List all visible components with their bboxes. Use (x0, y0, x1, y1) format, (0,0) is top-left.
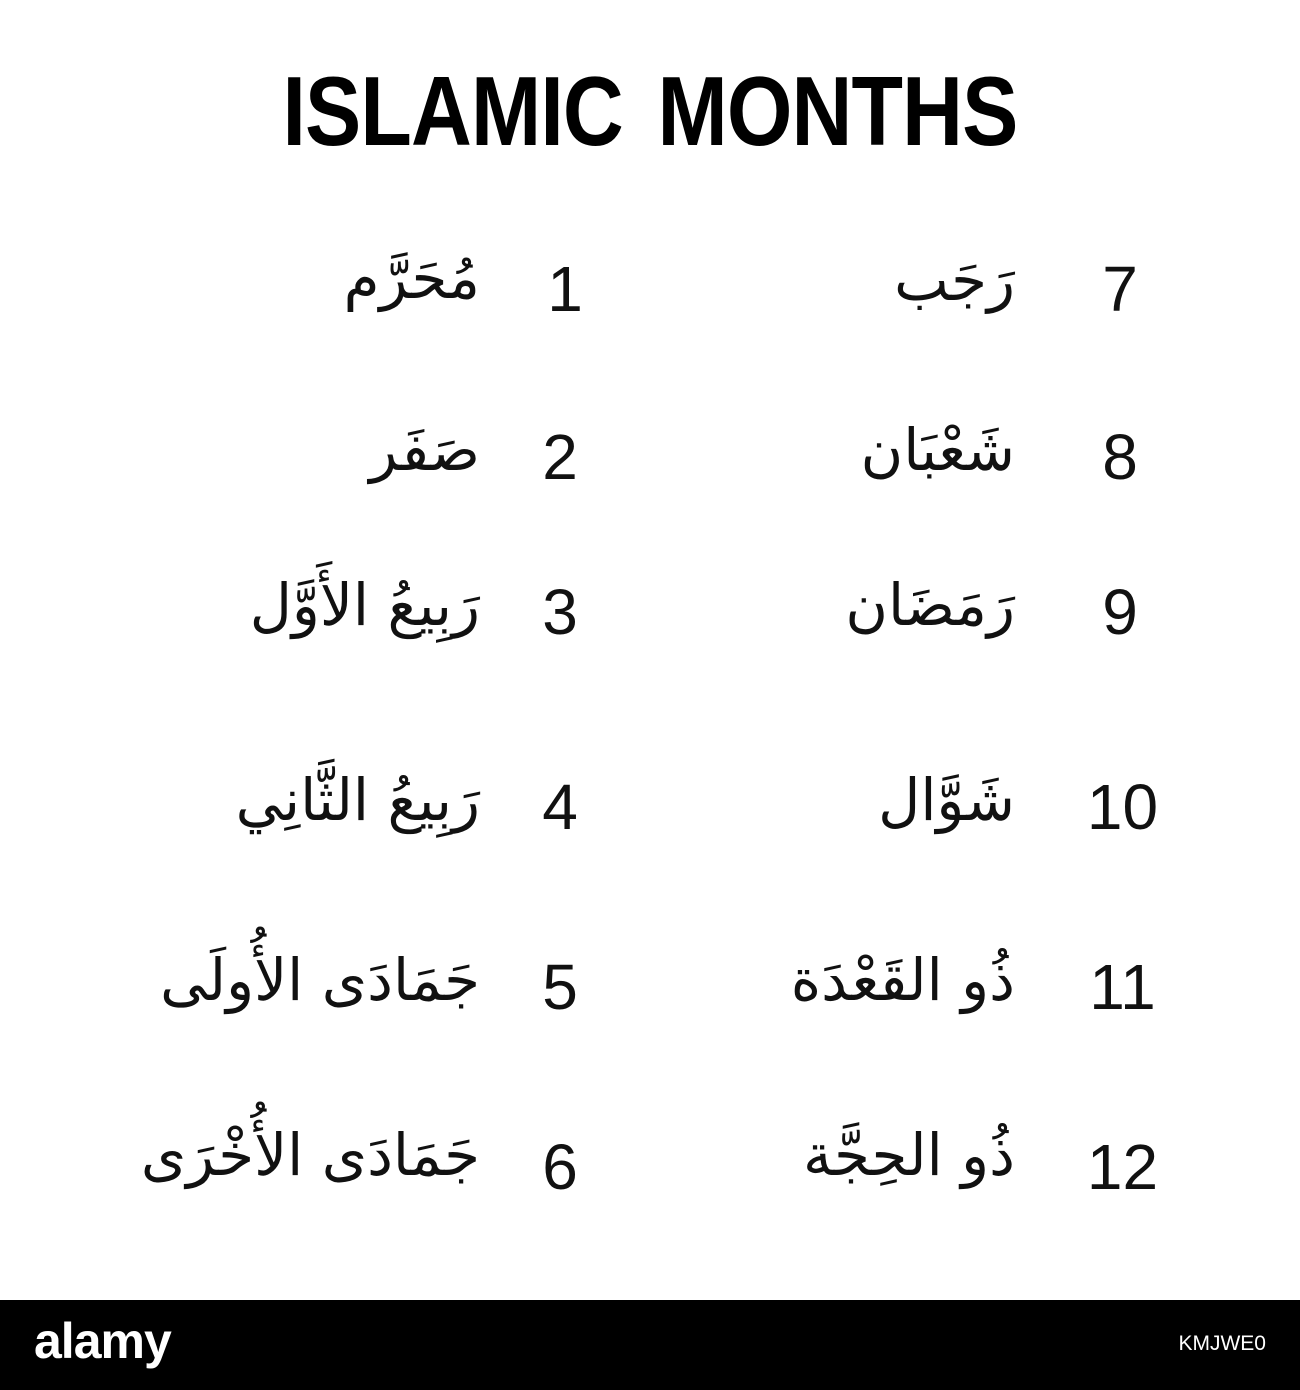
alamy-logo: alamy (34, 1313, 171, 1369)
month-3-number: 3 (542, 576, 578, 648)
month-4-number: 4 (542, 771, 578, 843)
month-1-arabic: مُحَرَّم (343, 244, 480, 312)
month-1-number: 1 (547, 253, 583, 325)
month-7-arabic: رَجَب (894, 246, 1015, 314)
month-7-number: 7 (1102, 253, 1138, 325)
month-9-arabic: رَمَضَان (845, 571, 1015, 639)
month-9-number: 9 (1102, 576, 1138, 648)
month-12-number: 12 (1086, 1131, 1159, 1203)
month-6-arabic: جَمَادَى الأُخْرَى (140, 1121, 480, 1189)
month-8-arabic: شَعْبَان (860, 416, 1015, 484)
month-5-number: 5 (542, 951, 578, 1023)
month-5-arabic: جَمَادَى الأُولَى (160, 946, 480, 1014)
month-3-arabic: رَبِيعُ الأَوَّل (249, 571, 480, 639)
month-6-number: 6 (542, 1131, 578, 1203)
page-title: ISLAMIC MONTHS (282, 56, 1018, 166)
month-2-arabic: صَفَر (369, 416, 480, 484)
stock-id: KMJWE0 (1178, 1332, 1266, 1355)
month-11-arabic: ذُو القَعْدَة (790, 946, 1015, 1014)
month-10-number: 10 (1086, 771, 1159, 843)
month-8-number: 8 (1102, 421, 1138, 493)
footer-bar (0, 1300, 1300, 1390)
month-10-arabic: شَوَّال (878, 766, 1015, 834)
month-12-arabic: ذُو الحِجَّة (802, 1121, 1015, 1189)
month-11-number: 11 (1089, 951, 1156, 1023)
month-4-arabic: رَبِيعُ الثَّانِي (235, 766, 480, 834)
month-2-number: 2 (542, 421, 578, 493)
